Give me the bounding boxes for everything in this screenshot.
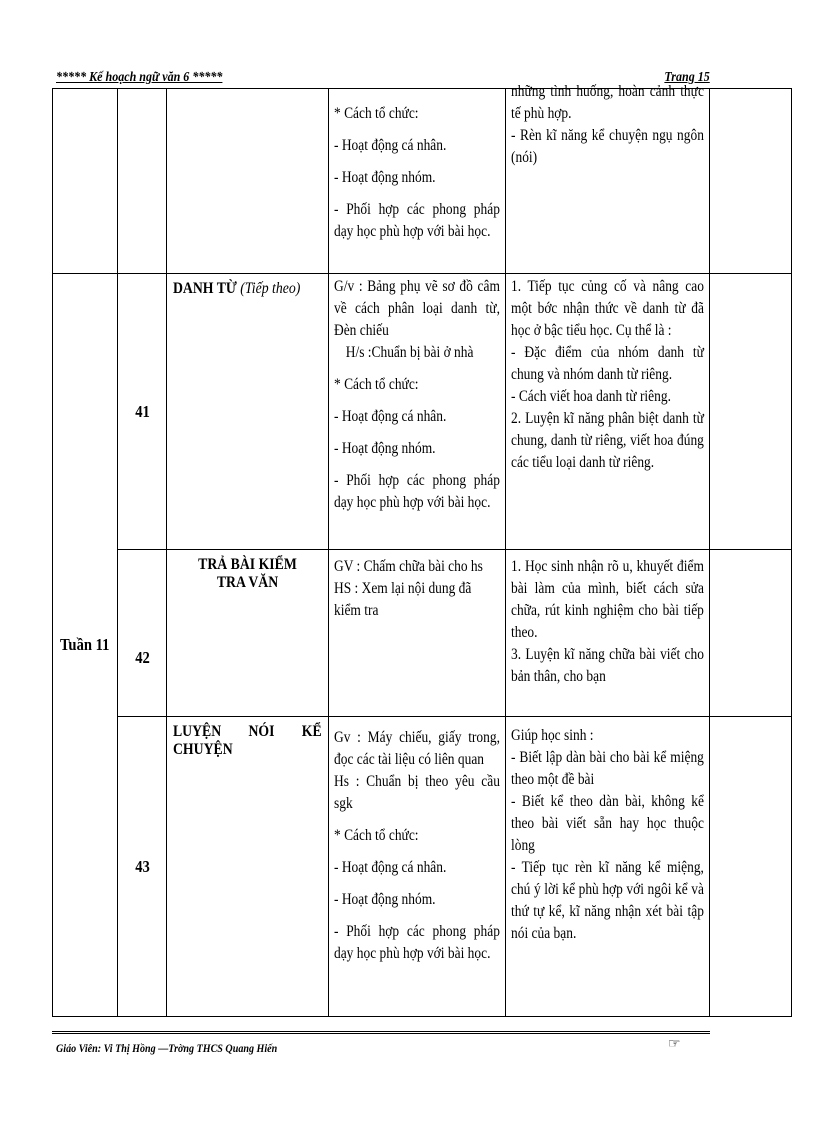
organization-heading: * Cách tổ chức: <box>334 827 419 844</box>
footer-text: Giáo Viên: Vi Thị Hồng —Trờng THCS Quang Hiến <box>56 1041 278 1055</box>
organization-heading: * Cách tổ chức: <box>334 105 419 122</box>
lesson-title: DANH TỪ <box>173 280 237 297</box>
week-cell <box>53 274 118 1017</box>
lesson-title: LUYỆN NÓI KỂ CHUYỆN <box>173 723 326 758</box>
organization-item: - Hoạt động nhóm. <box>334 440 436 457</box>
student-preparation: H/s :Chuẩn bị bài ở nhà <box>345 344 474 361</box>
teacher-preparation: G/v : Bảng phụ vẽ sơ đồ câm về cách phân loại danh từ, Đèn chiếu <box>334 278 500 339</box>
lesson-number-cell <box>118 550 167 717</box>
objectives-cell <box>506 550 710 717</box>
lesson-plan-table <box>52 83 792 1017</box>
objectives-cell <box>506 717 710 1017</box>
organization-heading: * Cách tổ chức: <box>334 376 419 393</box>
lesson-title-cell <box>167 274 329 550</box>
lesson-title-cell <box>167 89 329 274</box>
notes-cell <box>710 717 792 1017</box>
teacher-preparation: Gv : Máy chiếu, giấy trong, đọc các tài liệu có liên quan Hs : Chuẩn bị theo yêu cầu sgk <box>334 729 500 812</box>
table-row <box>53 89 792 274</box>
preparation-cell <box>329 274 506 550</box>
lesson-title-cell <box>167 550 329 717</box>
lesson-title-cell <box>167 717 329 1017</box>
preparation-cell <box>329 89 506 274</box>
lesson-title-note: (Tiếp theo) <box>240 280 301 297</box>
organization-item: - Hoạt động nhóm. <box>334 891 436 908</box>
lesson-number-cell <box>118 717 167 1017</box>
footer-rule <box>52 1031 710 1034</box>
page-number: Trang 15 <box>664 70 710 85</box>
lesson-number: 41 <box>134 401 150 421</box>
pointing-hand-icon: ☞ <box>668 1037 681 1052</box>
week-cell <box>53 89 118 274</box>
objectives-cell <box>506 83 710 274</box>
organization-item: - Phối hợp các phong pháp dạy học phù hợp với bài học. <box>334 201 500 240</box>
objectives-text: 1. Học sinh nhận rõ u, khuyết điểm bài làm của mình, biết cách sửa chữa, rút kinh nghiệm cho bài tiếp theo. 3. Luyện kĩ năng chữa bài viết cho bản thân, cho bạn <box>511 558 704 685</box>
table-row <box>53 717 792 1017</box>
preparation-text: GV : Chấm chữa bài cho hs HS : Xem lại nội dung đã kiểm tra <box>334 558 483 619</box>
organization-item: - Phối hợp các phong pháp dạy học phù hợp với bài học. <box>334 472 500 511</box>
notes-cell <box>710 89 792 274</box>
lesson-title: TRẢ BÀI KIỂM TRA VĂN <box>198 556 297 591</box>
notes-cell <box>710 550 792 717</box>
organization-item: - Hoạt động cá nhân. <box>334 859 447 876</box>
notes-cell <box>710 274 792 550</box>
table-row <box>53 550 792 717</box>
week-label: Tuần 11 <box>60 635 110 654</box>
organization-item: - Hoạt động cá nhân. <box>334 137 447 154</box>
objectives-text: 1. Tiếp tục củng cố và nâng cao một bớc nhận thức về danh từ đã học ở bậc tiểu học. Cụ thể là : - Đặc điểm của nhóm danh từ chung và nhóm danh từ riêng. - Cách viết hoa danh từ riêng. 2. Luyện kĩ năng phân biệt danh từ chung, danh từ riêng, viết hoa đúng các tiểu loại danh từ riêng. <box>511 278 704 471</box>
lesson-number-cell <box>118 274 167 550</box>
header-title: ***** Kế hoạch ngữ văn 6 ***** <box>56 70 223 85</box>
preparation-cell <box>329 550 506 717</box>
objectives-text: những tình huống, hoàn cảnh thực tế phù hợp. - Rèn kĩ năng kể chuyện ngụ ngôn (nói) <box>511 83 704 166</box>
organization-item: - Hoạt động cá nhân. <box>334 408 447 425</box>
lesson-number-cell <box>118 89 167 274</box>
lesson-number: 42 <box>134 648 150 667</box>
organization-item: - Hoạt động nhóm. <box>334 169 436 186</box>
organization-item: - Phối hợp các phong pháp dạy học phù hợp với bài học. <box>334 923 500 962</box>
objectives-cell <box>506 274 710 550</box>
table-row <box>53 274 792 550</box>
objectives-text: Giúp học sinh : - Biết lập dàn bài cho bài kể miệng theo một đề bài - Biết kể theo dàn bài, không kể theo bài viết sẵn hay học thuộc lòng - Tiếp tục rèn kĩ năng kể miệng, chú ý lời kể phù hợp với ngôi kể và thứ tự kể, kĩ năng nhận xét bài tập nói của bạn. <box>511 727 704 942</box>
lesson-number: 43 <box>134 856 150 876</box>
preparation-cell <box>329 717 506 1017</box>
